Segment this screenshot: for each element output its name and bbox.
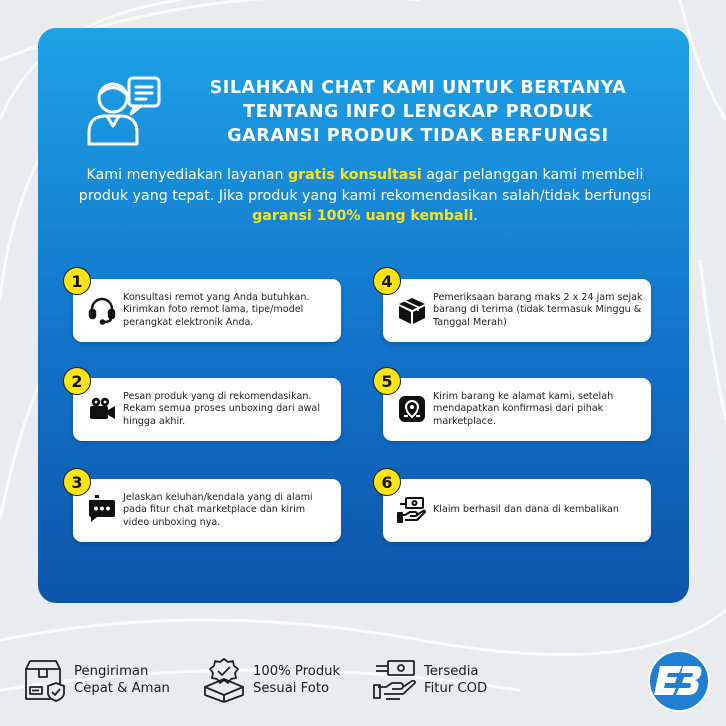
step-number-badge: 1 xyxy=(63,267,91,295)
feature-line-2: Cepat & Aman xyxy=(74,681,170,696)
step-card-1 xyxy=(73,279,341,342)
feature-line-2: Fitur COD xyxy=(424,681,488,696)
step-text: Klaim berhasil dan dana di kembalikan xyxy=(433,504,619,516)
step-card-4 xyxy=(383,279,651,342)
step-text: Jelaskan keluhan/kendala yang di alami pada fitur chat marketplace dan kirim video unboxing nya. xyxy=(123,491,313,528)
step-text: Konsultasi remot yang Anda butuhkan. Kirimkan foto remot lama, tipe/model perangkat elektronik Anda. xyxy=(123,291,310,328)
intro-highlight-free-consultation: gratis konsultasi xyxy=(287,167,422,183)
step-card-6 xyxy=(383,479,651,542)
title-line-2: TENTANG INFO LENGKAP PRODUK xyxy=(243,102,593,122)
step-number-badge: 5 xyxy=(373,367,401,395)
step-text: Pesan produk yang di rekomendasikan. Rekam semua proses unboxing dari awal hingga akhir. xyxy=(123,390,320,427)
page-title xyxy=(173,76,663,148)
intro-paragraph xyxy=(62,165,668,227)
step-number-badge: 4 xyxy=(373,267,401,295)
chat-bubble-icon xyxy=(87,495,117,525)
feature-line-1: Pengiriman xyxy=(74,664,149,679)
feature-line-1: 100% Produk xyxy=(253,664,341,679)
verified-box-icon xyxy=(201,657,247,703)
feature-cod xyxy=(372,654,487,706)
refund-hand-icon xyxy=(397,495,427,525)
intro-text-3: . xyxy=(473,208,478,224)
location-pin-icon xyxy=(397,394,427,424)
box-icon xyxy=(397,295,427,325)
title-line-1: SILAHKAN CHAT KAMI UNTUK BERTANYA xyxy=(209,78,627,98)
customer-service-icon xyxy=(83,68,163,146)
shipping-box-icon xyxy=(22,657,68,703)
step-number-badge: 2 xyxy=(63,367,91,395)
headset-icon xyxy=(87,295,117,325)
step-card-5 xyxy=(383,378,651,441)
feature-line-2: Sesuai Foto xyxy=(253,681,330,696)
cod-payment-icon xyxy=(372,657,418,703)
feature-line-1: Tersedia xyxy=(424,664,479,679)
brand-logo-icon xyxy=(646,648,712,714)
feature-product-match xyxy=(201,654,340,706)
step-card-2 xyxy=(73,378,341,441)
feature-shipping xyxy=(22,654,170,706)
step-number-badge: 6 xyxy=(373,468,401,496)
step-number-badge: 3 xyxy=(63,468,91,496)
intro-text-2: agar pelanggan kami membeli produk yang tepat. Jika produk yang kami rekomendasikan salah/tidak berfungsi xyxy=(78,167,652,204)
step-text: Pemeriksaan barang maks 2 x 24 jam sejak barang di terima (tidak termasuk Minggu & Tanggal Merah) xyxy=(433,291,643,328)
video-camera-icon xyxy=(87,394,117,424)
step-text: Kirim barang ke alamat kami, setelah mendapatkan konfirmasi dari pihak marketplace. xyxy=(433,390,614,427)
info-panel xyxy=(38,28,689,603)
intro-text-1: Kami menyediakan layanan xyxy=(86,167,288,183)
title-line-3: GARANSI PRODUK TIDAK BERFUNGSI xyxy=(227,126,609,146)
step-card-3 xyxy=(73,479,341,542)
intro-highlight-money-back: garansi 100% uang kembali xyxy=(252,208,474,224)
